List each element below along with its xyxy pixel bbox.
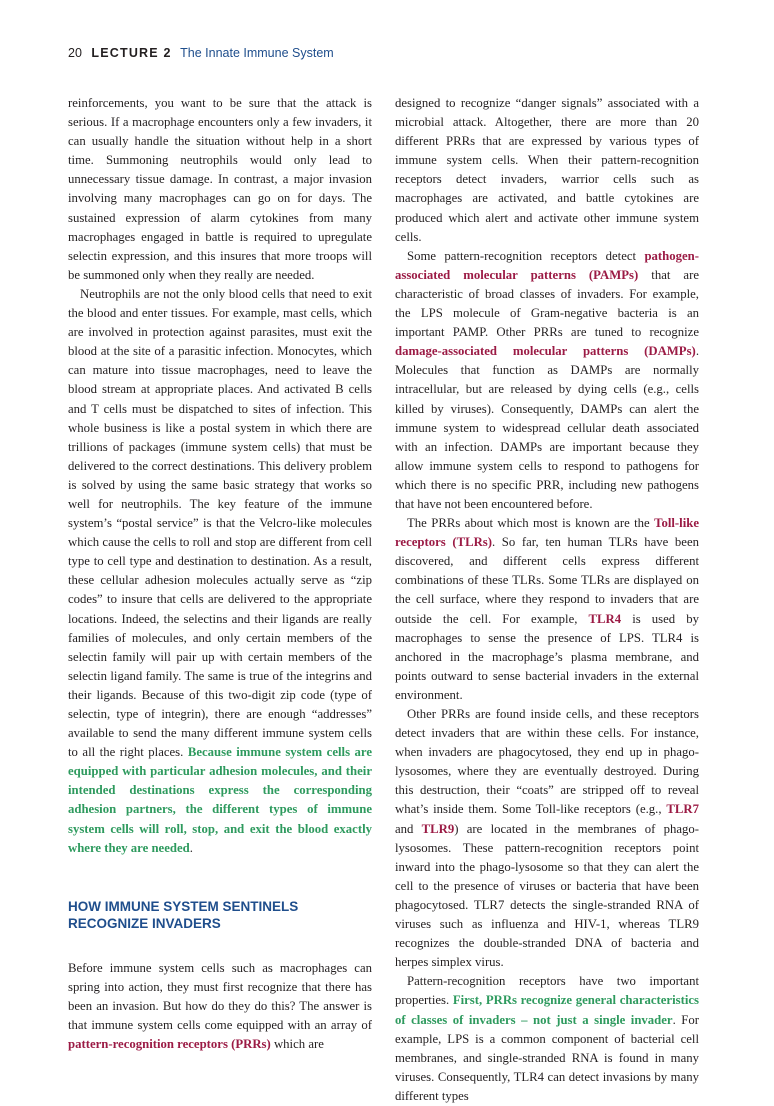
paragraph-text: Neutrophils are not the only blood cells that need to exit the blood and enter tissues. For example, mast cells, which are involved in protection against parasites, must exit the blood at the site of a parasitic infection. Monocytes, which can mature into tissue macrophages, need to leave the blood stream at appropriate places. And activated B cells and T cells must be dispatched to sites of infection. This whole business is like a postal system in which there are trillions of packages (immune system cells) that must be delivered to the correct destinations. This delivery problem is solved by using the same basic strategy that works so well for neutrophils. The key feature of the immune system’s “postal service” is that the Velcro-like molecules which cause the cells to roll and stop are different from cell type to cell type and destination to destination. As a result, these cellular adhesion molecules actually serve as “zip codes” to insure that cells are delivered to the appropriate locations. Indeed, the selectins and their ligands are really families of molecules, and only certain members of the selectin family will pair up with certain members of the selectin ligand family. The same is true of the integrins and their ligands. Because of this two-digit zip code (type of selectin, type of integrin), there are enough “addresses” available to send the many different immune system cells to all the right places. — [68, 286, 372, 760]
lecture-label: LECTURE 2 — [91, 46, 172, 60]
paragraph-text: . So far, ten human TLRs have been discovered, and different cells express different combinations of these TLRs. Some TLRs are displayed on the cell surface, where they respond to invaders that are outside the cell. For example, — [395, 535, 699, 626]
paragraph — [395, 972, 699, 1106]
page-number: 20 — [68, 46, 82, 60]
key-term: pattern-recognition receptors (PRRs) — [68, 1037, 271, 1052]
highlighted-statement: Because immune system cells are equipped with particular adhesion molecules, and their intended destinations express the corresponding adhesion partners, the different types of immune system cells will roll, stop, and exit the blood exactly where they are needed — [68, 745, 372, 855]
paragraph-text: . — [189, 840, 193, 855]
paragraph — [395, 247, 699, 514]
paragraph-text: Before immune system cells such as macrophages can spring into action, they must first recognize that there has been an invasion. But how do they do this? The answer is that immune system cells come equipped with an array of — [68, 960, 372, 1033]
paragraph-text: which are — [270, 1037, 324, 1052]
paragraph-text: designed to recognize “danger signals” associated with a microbial attack. Altogether, there are more than 20 different PRRs that are expressed by various types of immune system cells. When their pattern-recognition receptors detect invaders, warrior cells such as macrophages are activated, and battle cytokines are produced which alert and activate other immune system cells. — [395, 96, 699, 244]
paragraph-text: . For example, LPS is a common component of bacterial cell membranes, and single-stranded RNA is found in many viruses. Consequently, TLR4 can detect invasions by many different types — [395, 1012, 699, 1103]
paragraph-text: Other PRRs are found inside cells, and these receptors detect invaders that are within these cells. For instance, when invaders are phagocytosed, they end up in phago-lysosomes, where they are eventually destroyed. During this destruction, their “coats” are stripped off to reveal what’s inside them. Some Toll-like receptors (e.g., — [395, 707, 699, 817]
key-term: pathogen-associated molecular patterns (PAMPs) — [395, 248, 699, 282]
highlighted-statement: First, PRRs recognize general characteristics of classes of invaders – not just a single invader — [395, 993, 700, 1027]
paragraph-text: is used by macrophages to sense the presence of LPS. TLR4 is anchored in the macrophage’s plasma membrane, and points outward to sense bacterial invaders in the external environment. — [395, 611, 699, 702]
paragraph-text: The PRRs about which most is known are the — [407, 516, 655, 531]
paragraph — [395, 705, 699, 972]
running-header — [68, 46, 334, 60]
paragraph-text: reinforcements, you want to be sure that the attack is serious. If a macrophage encounters only a few invaders, it can usually handle the situation without help in a short time. Summoning neutrophils would only lead to unnecessary tissue damage. In contrast, a major invasion involving many macrophages can go on for days. The sustained expression of alarm cytokines from many macrophages engaged in battle is required to upregulate selectin expression, and this insures that more troops will be summoned only when they really are needed. — [68, 96, 372, 282]
section-heading: HOW IMMUNE SYSTEM SENTINELS RECOGNIZE INVADERS — [68, 898, 299, 931]
paragraph-text: Pattern-recognition receptors have two important properties. — [395, 974, 699, 1008]
key-term: TLR4 — [588, 611, 622, 626]
left-column — [68, 94, 372, 1054]
paragraph — [395, 514, 699, 705]
key-term: TLR7 — [666, 802, 699, 817]
right-column — [395, 94, 699, 1106]
chapter-title: The Innate Immune System — [180, 46, 334, 60]
paragraph — [68, 959, 372, 1054]
paragraph-text: ) are located in the membranes of phago-lysosomes. These pattern-recognition receptors point inward into the phago-lysosome so that they can alert the cell to the presence of viruses or bacteria that have been phagocytosed. TLR7 detects the single-stranded RNA of viruses such as influenza and HIV-1, whereas TLR9 recognizes the double-stranded DNA of bacteria and herpes simplex virus. — [395, 821, 699, 970]
paragraph — [68, 285, 372, 858]
paragraph — [68, 94, 372, 285]
paragraph-text: Some pattern-recognition receptors detect — [407, 248, 645, 263]
key-term: TLR9 — [421, 821, 455, 836]
paragraph-text: that are characteristic of broad classes of invaders. For example, the LPS molecule of Gram-negative bacteria is an important PAMP. Other PRRs are tuned to recognize — [395, 267, 699, 340]
paragraph — [395, 94, 699, 247]
paragraph-text: and — [395, 821, 422, 836]
key-term: damage-associated molecular patterns (DAMPs) — [395, 344, 696, 359]
paragraph-text: . Molecules that function as DAMPs are normally intracellular, but are released by dying cells (e.g., cells killed by viruses). Consequently, DAMPs can alert the immune system to widespread cellular death associated with an infection. DAMPs are important because they allow immune system cells to respond to pathogens for which there is no specific PRR, including new pathogens that have not been encountered before. — [395, 344, 699, 511]
key-term: Toll-like receptors (TLRs) — [395, 516, 699, 550]
